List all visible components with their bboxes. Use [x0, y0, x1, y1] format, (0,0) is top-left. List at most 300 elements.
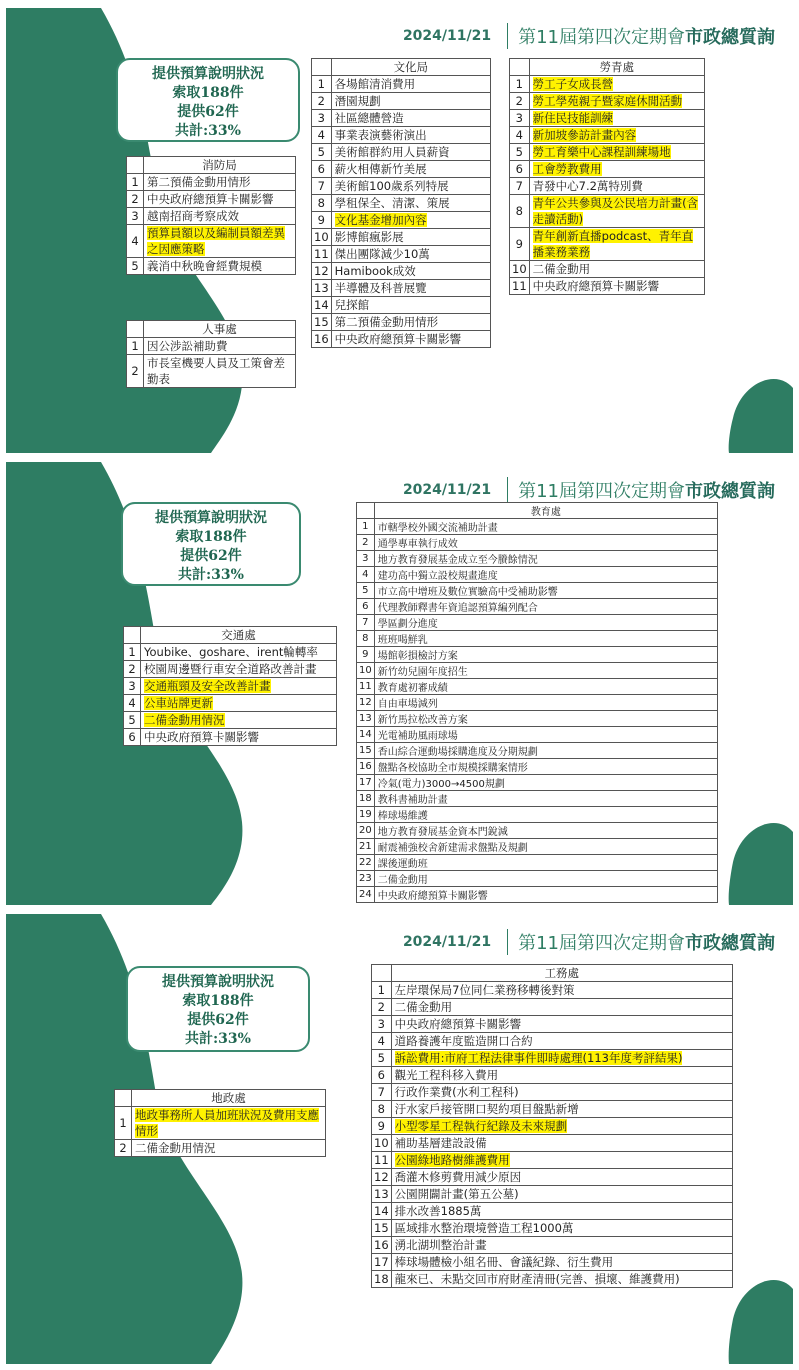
summary-box: [126, 966, 310, 1052]
item-text: 美術館100歲系列特展: [334, 179, 449, 193]
table-row: [124, 712, 337, 729]
row-text: [391, 1271, 732, 1288]
table-row: [372, 1203, 733, 1220]
table-row: [312, 76, 491, 93]
row-text: [374, 567, 717, 583]
item-text: 耐震補強校舍新建需求盤點及規劃: [377, 843, 528, 854]
row-text: [391, 1118, 732, 1135]
fire-table: [126, 156, 296, 275]
table-row: [127, 338, 296, 355]
highlighted-item-text: 工會勞教費用: [532, 162, 602, 176]
table-title: 工務處: [391, 965, 732, 982]
row-number: 5: [312, 144, 332, 161]
row-text: [141, 712, 337, 729]
table-row: [510, 144, 705, 161]
row-number: 16: [357, 759, 375, 775]
row-text: [132, 1140, 326, 1157]
row-text: [331, 280, 490, 297]
item-text: 影博館瘋影展: [334, 230, 404, 244]
row-text: [529, 93, 704, 110]
summary-line2: 索取188件: [172, 85, 244, 101]
highlighted-item-text: 新加坡參訪計畫內容: [532, 128, 637, 142]
item-text: Hamibook成效: [334, 264, 416, 278]
row-text: [374, 791, 717, 807]
row-number: 2: [127, 191, 144, 208]
row-text: [144, 174, 296, 191]
row-text: [374, 663, 717, 679]
table-row: [510, 110, 705, 127]
table-title: 消防局: [144, 157, 296, 174]
table-row: [372, 1067, 733, 1084]
table-header-row: [312, 59, 491, 76]
item-text: 地方教育發展基金成立至今賸餘情況: [377, 555, 538, 566]
row-number: 1: [312, 76, 332, 93]
item-text: 排水改善1885萬: [394, 1204, 482, 1218]
row-number: 7: [372, 1084, 392, 1101]
table-row: [312, 314, 491, 331]
table-row: [124, 644, 337, 661]
row-text: [391, 1016, 732, 1033]
row-text: [374, 583, 717, 599]
table-header-row: [127, 157, 296, 174]
row-text: [529, 178, 704, 195]
row-text: [391, 1169, 732, 1186]
table-row: [357, 759, 718, 775]
row-number: 18: [357, 791, 375, 807]
table-row: [510, 178, 705, 195]
slide-header: [403, 22, 775, 50]
item-text: 義消中秋晚會經費規模: [147, 259, 262, 273]
row-text: [391, 1220, 732, 1237]
row-number: 8: [312, 195, 332, 212]
row-text: [331, 144, 490, 161]
row-number: 9: [510, 228, 530, 261]
row-number: 10: [312, 229, 332, 246]
table-row: [124, 661, 337, 678]
row-text: [374, 535, 717, 551]
item-text: 課後運動班: [377, 859, 428, 870]
table-row: [372, 982, 733, 999]
row-number: 23: [357, 871, 375, 887]
row-text: [529, 144, 704, 161]
table-row: [312, 212, 491, 229]
row-number: 6: [124, 729, 141, 746]
table-row: [510, 76, 705, 93]
row-text: [374, 695, 717, 711]
row-text: [141, 729, 337, 746]
row-number: 2: [312, 93, 332, 110]
row-number: 7: [312, 178, 332, 195]
item-text: 代理教師釋書年資追認預算編列配合: [377, 603, 538, 614]
row-text: [374, 887, 717, 903]
item-text: 校園周邊暨行車安全道路改善計畫: [144, 662, 317, 676]
item-text: 盤點各校協助全市規模採購案情形: [377, 763, 528, 774]
item-text: 越南招商考察成效: [147, 209, 239, 223]
row-text: [331, 229, 490, 246]
row-number: 16: [312, 331, 332, 348]
item-text: 中央政府總預算卡關影響: [147, 192, 274, 206]
table-title: 勞青處: [529, 59, 704, 76]
item-text: 傑出團隊減少10萬: [334, 247, 430, 261]
table-row: [312, 280, 491, 297]
row-number: 2: [115, 1140, 132, 1157]
item-text: 因公涉訟補助費: [147, 339, 228, 353]
summary-line3: 提供62件: [187, 1012, 249, 1028]
row-number: 4: [124, 695, 141, 712]
item-text: 冷氣(電力)3000→4500規劃: [377, 779, 505, 790]
row-number: 6: [312, 161, 332, 178]
highlighted-item-text: 訴訟費用:市府工程法律事件即時處理(113年度考評結果): [394, 1051, 683, 1065]
table-row: [372, 1084, 733, 1101]
personnel-table: [126, 320, 296, 388]
table-row: [372, 1152, 733, 1169]
table-row: [510, 278, 705, 295]
labor-table: [509, 58, 705, 295]
row-number: 11: [510, 278, 530, 295]
highlighted-item-text: 勞工子女成長營: [532, 77, 614, 91]
item-text: 補助基層建設設備: [394, 1136, 487, 1150]
item-text: 左岸環保局7位同仁業務移轉後對策: [394, 983, 575, 997]
row-text: [374, 823, 717, 839]
header-session: 第11屆第四次定期會: [518, 27, 685, 48]
header-session: 第11屆第四次定期會: [518, 481, 685, 502]
table-row: [510, 228, 705, 261]
item-text: 半導體及科普展覽: [334, 281, 427, 295]
item-text: 潛園規劃: [334, 94, 381, 108]
item-text: 教育處初審成績: [377, 683, 448, 694]
item-text: 各場館清消費用: [334, 77, 416, 91]
row-text: [529, 195, 704, 228]
item-text: 區域排水整治環境營造工程1000萬: [394, 1221, 574, 1235]
highlighted-item-text: 青年創新直播podcast、青年直播業務業務: [532, 229, 694, 259]
row-number: 10: [357, 663, 375, 679]
item-text: 觀光工程科移入費用: [394, 1068, 499, 1082]
table-row: [357, 743, 718, 759]
header-blank-cell: [124, 627, 141, 644]
table-row: [357, 711, 718, 727]
row-number: 6: [510, 161, 530, 178]
row-text: [374, 807, 717, 823]
row-text: [331, 76, 490, 93]
item-text: 中央政府總預算卡關影響: [532, 279, 660, 293]
table-row: [115, 1140, 326, 1157]
header-session: 第11屆第四次定期會: [518, 933, 685, 954]
table-row: [357, 663, 718, 679]
row-text: [141, 644, 337, 661]
row-number: 4: [357, 567, 375, 583]
header-date: 2024/11/21: [402, 28, 492, 44]
row-number: 12: [357, 695, 375, 711]
summary-line2: 索取188件: [182, 993, 254, 1009]
table-row: [357, 871, 718, 887]
row-number: 1: [372, 982, 392, 999]
row-text: [144, 208, 296, 225]
table-row: [312, 93, 491, 110]
table-row: [372, 1186, 733, 1203]
table-row: [357, 519, 718, 535]
row-text: [391, 1050, 732, 1067]
row-text: [144, 225, 296, 258]
row-text: [331, 93, 490, 110]
highlighted-item-text: 公園綠地路樹維護費用: [394, 1153, 510, 1167]
row-number: 12: [312, 263, 332, 280]
table-row: [357, 567, 718, 583]
item-text: 建功高中獨立設校規畫進度: [377, 571, 498, 582]
table-row: [312, 144, 491, 161]
row-text: [331, 212, 490, 229]
land-table: [114, 1089, 326, 1157]
table-row: [372, 1016, 733, 1033]
row-number: 14: [357, 727, 375, 743]
row-text: [529, 76, 704, 93]
slide-header: [403, 928, 775, 956]
row-text: [331, 110, 490, 127]
table-row: [372, 1220, 733, 1237]
table-row: [357, 535, 718, 551]
item-text: 自由車場減列: [377, 699, 438, 710]
table-row: [115, 1107, 326, 1140]
row-text: [144, 258, 296, 275]
row-number: 6: [357, 599, 375, 615]
table-title: 文化局: [331, 59, 490, 76]
summary-line4: 共計:33%: [178, 567, 244, 583]
table-row: [312, 263, 491, 280]
row-number: 2: [510, 93, 530, 110]
row-text: [374, 679, 717, 695]
row-text: [374, 855, 717, 871]
table-row: [372, 999, 733, 1016]
row-text: [374, 711, 717, 727]
row-text: [529, 127, 704, 144]
row-number: 2: [127, 355, 144, 388]
table-row: [510, 195, 705, 228]
header-blank-cell: [357, 503, 375, 519]
table-row: [372, 1237, 733, 1254]
table-row: [312, 110, 491, 127]
slide-2: [6, 462, 793, 905]
row-number: 1: [510, 76, 530, 93]
header-title: 市政總質詢: [685, 481, 775, 502]
row-text: [141, 678, 337, 695]
row-text: [331, 263, 490, 280]
table-row: [372, 1118, 733, 1135]
row-number: 6: [372, 1067, 392, 1084]
summary-box: [121, 502, 301, 586]
row-number: 9: [357, 647, 375, 663]
item-text: 青發中心7.2萬特別費: [532, 179, 643, 193]
table-row: [372, 1033, 733, 1050]
row-text: [391, 1033, 732, 1050]
row-text: [391, 1186, 732, 1203]
row-number: 5: [124, 712, 141, 729]
highlighted-item-text: 青年公共參與及公民培力計畫(含走讀活動): [532, 196, 699, 226]
row-text: [374, 743, 717, 759]
item-text: 兒探館: [334, 298, 370, 312]
table-row: [357, 823, 718, 839]
item-text: 中央政府預算卡關影響: [144, 730, 259, 744]
row-text: [391, 1101, 732, 1118]
works-table: [371, 964, 733, 1288]
row-number: 17: [357, 775, 375, 791]
table-title: 交通處: [141, 627, 337, 644]
table-row: [372, 1271, 733, 1288]
table-row: [357, 615, 718, 631]
table-row: [312, 297, 491, 314]
table-row: [312, 229, 491, 246]
row-number: 9: [312, 212, 332, 229]
item-text: 班班喝鮮乳: [377, 635, 428, 646]
row-text: [391, 1067, 732, 1084]
row-text: [132, 1107, 326, 1140]
slide-header: [403, 476, 775, 504]
row-text: [391, 1254, 732, 1271]
row-number: 8: [510, 195, 530, 228]
table-row: [372, 1101, 733, 1118]
summary-box: [116, 58, 300, 142]
row-number: 4: [510, 127, 530, 144]
table-row: [510, 127, 705, 144]
item-text: 教科書補助計畫: [377, 795, 448, 806]
header-title: 市政總質詢: [685, 933, 775, 954]
row-number: 20: [357, 823, 375, 839]
item-text: 通學專車執行成效: [377, 539, 458, 550]
highlighted-item-text: 預算員額以及編制員額差異之因應策略: [147, 226, 285, 256]
table-row: [372, 1169, 733, 1186]
table-header-row: [127, 321, 296, 338]
row-number: 12: [372, 1169, 392, 1186]
table-row: [312, 127, 491, 144]
table-row: [357, 551, 718, 567]
row-text: [331, 331, 490, 348]
item-text: 香山綜合運動場採購進度及分期規劃: [377, 747, 538, 758]
row-number: 2: [124, 661, 141, 678]
item-text: 社區總體營造: [334, 111, 404, 125]
table-row: [124, 729, 337, 746]
highlighted-item-text: 新住民技能訓練: [532, 111, 614, 125]
row-text: [331, 178, 490, 195]
header-blank-cell: [312, 59, 332, 76]
table-row: [372, 1050, 733, 1067]
table-row: [510, 261, 705, 278]
slide-3: [6, 914, 793, 1364]
table-row: [510, 93, 705, 110]
item-text: 公園開闢計畫(第五公墓): [394, 1187, 519, 1201]
table-row: [372, 1135, 733, 1152]
table-row: [357, 775, 718, 791]
row-number: 11: [357, 679, 375, 695]
row-text: [331, 314, 490, 331]
table-header-row: [357, 503, 718, 519]
row-text: [374, 599, 717, 615]
row-text: [374, 759, 717, 775]
item-text: 二備金動用: [394, 1000, 453, 1014]
header-divider: [507, 23, 508, 49]
row-number: 1: [115, 1107, 132, 1140]
highlighted-item-text: 勞工學苑親子暨家庭休閒活動: [532, 94, 683, 108]
table-row: [127, 225, 296, 258]
item-text: 第二預備金動用情形: [147, 175, 251, 189]
row-text: [374, 839, 717, 855]
row-number: 7: [357, 615, 375, 631]
row-number: 24: [357, 887, 375, 903]
table-row: [357, 727, 718, 743]
summary-line4: 共計:33%: [175, 123, 241, 139]
row-text: [374, 871, 717, 887]
highlighted-item-text: 公車站牌更新: [144, 696, 213, 710]
table-row: [127, 191, 296, 208]
education-table: [356, 502, 718, 903]
row-text: [331, 127, 490, 144]
table-header-row: [124, 627, 337, 644]
row-text: [374, 647, 717, 663]
row-number: 3: [312, 110, 332, 127]
row-text: [391, 1084, 732, 1101]
row-number: 14: [372, 1203, 392, 1220]
row-text: [529, 261, 704, 278]
table-row: [312, 246, 491, 263]
item-text: 汙水家戶接管開口契約項目盤點新增: [394, 1102, 579, 1116]
row-number: 15: [357, 743, 375, 759]
row-number: 5: [127, 258, 144, 275]
row-text: [141, 695, 337, 712]
item-text: 光電補助風雨球場: [377, 731, 458, 742]
row-number: 10: [372, 1135, 392, 1152]
item-text: 喬灌木修剪費用減少原因: [394, 1170, 522, 1184]
item-text: 道路養護年度監造開口合約: [394, 1034, 533, 1048]
table-row: [357, 583, 718, 599]
row-text: [374, 775, 717, 791]
row-text: [331, 246, 490, 263]
slide-1: [6, 8, 793, 453]
table-row: [312, 331, 491, 348]
row-number: 1: [357, 519, 375, 535]
row-text: [144, 191, 296, 208]
summary-line1: 提供預算說明狀況: [152, 66, 264, 82]
table-header-row: [510, 59, 705, 76]
table-row: [124, 695, 337, 712]
table-row: [357, 887, 718, 903]
item-text: 學租保全、清潔、策展: [334, 196, 450, 210]
table-row: [312, 195, 491, 212]
item-text: 地方教育發展基金資本門銳減: [377, 827, 508, 838]
row-number: 10: [510, 261, 530, 278]
table-row: [127, 355, 296, 388]
item-text: 新竹幼兒園年度招生: [377, 667, 468, 678]
summary-line1: 提供預算說明狀況: [155, 510, 267, 526]
row-number: 11: [372, 1152, 392, 1169]
item-text: 市立高中增班及數位實驗高中受補助影響: [377, 587, 558, 598]
row-number: 13: [372, 1186, 392, 1203]
header-blank-cell: [127, 321, 144, 338]
row-number: 8: [357, 631, 375, 647]
row-text: [331, 161, 490, 178]
table-row: [127, 174, 296, 191]
row-number: 15: [372, 1220, 392, 1237]
summary-line4: 共計:33%: [185, 1031, 251, 1047]
row-number: 4: [312, 127, 332, 144]
table-row: [510, 161, 705, 178]
row-text: [391, 1135, 732, 1152]
header-divider: [507, 929, 508, 955]
item-text: 中央政府總預算卡關影響: [334, 332, 462, 346]
highlighted-item-text: 交通瓶頸及安全改善計畫: [144, 679, 271, 693]
header-blank-cell: [127, 157, 144, 174]
item-text: 場館彰損檢討方案: [377, 651, 458, 662]
table-row: [357, 679, 718, 695]
row-number: 2: [357, 535, 375, 551]
row-number: 22: [357, 855, 375, 871]
row-number: 14: [312, 297, 332, 314]
